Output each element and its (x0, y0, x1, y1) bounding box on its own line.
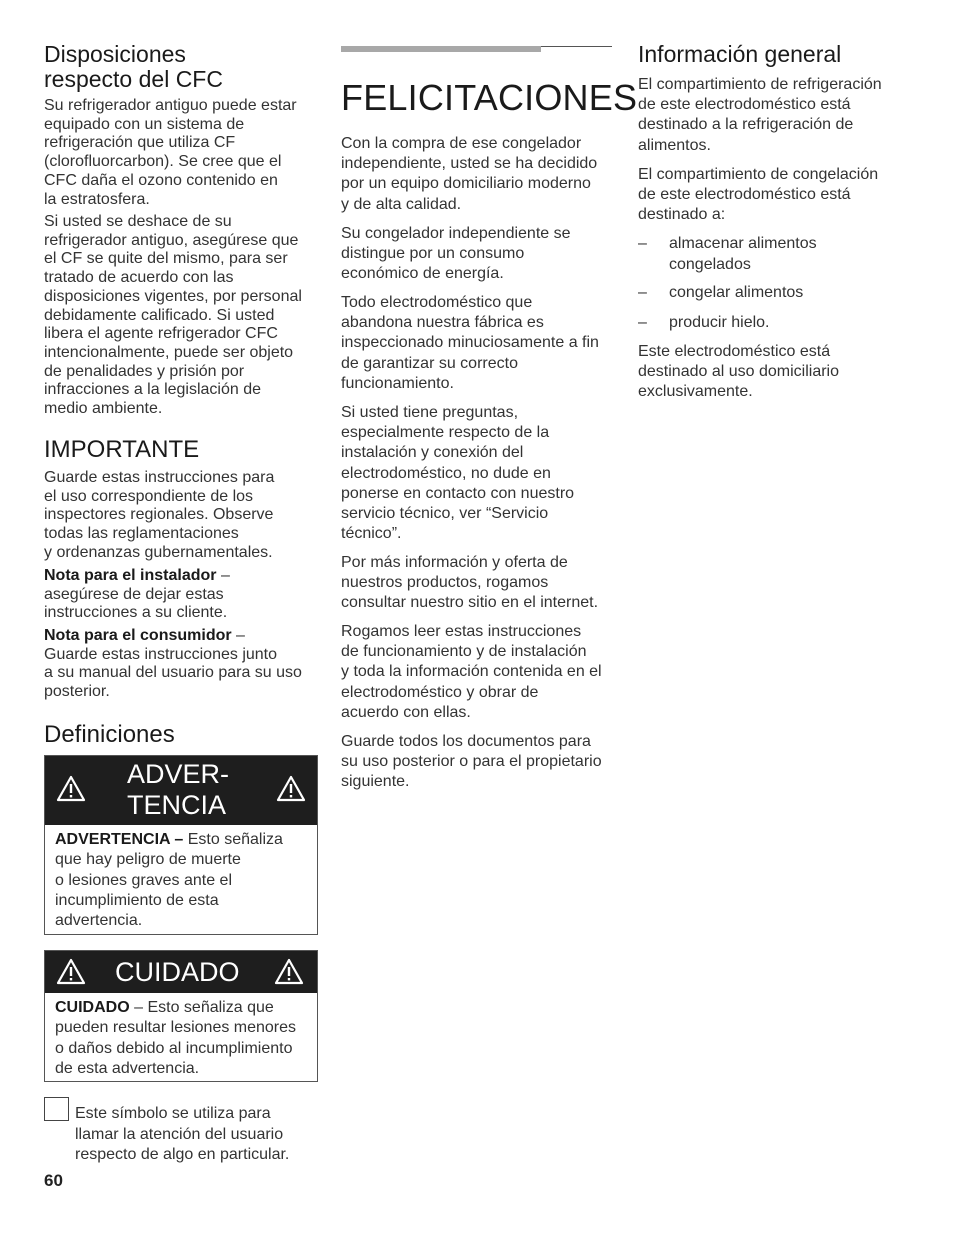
text-line: técnico”. (341, 525, 402, 543)
text-line: o daños debido al incumplimiento (55, 1039, 293, 1057)
text-line: instalación y conexión del (341, 444, 524, 462)
text-line: siguiente. (341, 773, 410, 791)
text-line: consultar nuestro sitio en el internet. (341, 594, 599, 612)
intro-paragraph-1 (341, 134, 621, 215)
info-paragraph-3 (638, 342, 908, 403)
nota-instalador-label: Nota para el instalador (44, 567, 217, 584)
info-heading: Información general (638, 41, 842, 67)
text-line: Si usted se deshace de su (44, 213, 232, 230)
dash-bullet: – (638, 313, 647, 331)
text-line: refrigerador antiguo, asegúrese que (44, 231, 299, 249)
list-item-text: congelar alimentos (669, 283, 804, 301)
advertencia-label: ADVERTENCIA – (55, 831, 184, 848)
text-line: abandona nuestra fábrica es (341, 314, 544, 332)
text-line: destinado a: (638, 206, 726, 224)
text-line: (clorofluorcarbon). Se cree que el (44, 153, 282, 171)
advertencia-header (45, 756, 317, 825)
warning-triangle-icon (274, 957, 304, 985)
text-line: infracciones a la legislación de (44, 381, 262, 399)
text-line: llamar la atención del usuario (75, 1125, 284, 1143)
text-line: nuestros productos, rogamos (341, 574, 549, 592)
text-line: Su congelador independiente se (341, 225, 571, 242)
nota-instalador (44, 567, 324, 623)
list-item-text: producir hielo. (669, 313, 770, 331)
text-line: o lesiones graves ante el (55, 871, 232, 889)
importante-heading: IMPORTANTE (44, 436, 200, 463)
text-line: tratado de acuerdo con las (44, 269, 234, 287)
text-line: electrodoméstico, no dude en (341, 464, 551, 482)
text-line: de este electrodoméstico está (638, 186, 851, 204)
text-line: su uso posterior o para el propietario (341, 753, 602, 771)
list-item (638, 234, 908, 276)
text-line: inspectores regionales. Observe (44, 506, 274, 524)
text-line: funcionamiento. (341, 374, 454, 392)
text-line: Esto señaliza (183, 831, 283, 848)
intro-paragraph-4 (341, 403, 621, 544)
text-line: de garantizar su correcto (341, 354, 518, 372)
text-line: independiente, usted se ha decidido (341, 155, 598, 173)
text-line: congelados (669, 255, 751, 273)
intro-paragraph-3 (341, 293, 621, 394)
text-line: alimentos. (638, 136, 711, 154)
intro-paragraph-2 (341, 224, 621, 285)
text-line: de esta advertencia. (55, 1059, 200, 1077)
text-line: equipado con un sistema de (44, 115, 245, 133)
list-item (638, 283, 908, 304)
symbol-box-icon (44, 1097, 69, 1121)
text-line: Guarde estas instrucciones para (44, 469, 275, 486)
text-line: Rogamos leer estas instrucciones (341, 623, 582, 640)
importante-paragraph (44, 469, 324, 563)
text-line: Guarde todos los documentos para (341, 733, 591, 750)
text-line: que hay peligro de muerte (55, 851, 241, 869)
text-line: de funcionamiento y de instalación (341, 643, 587, 661)
text-line: El compartimiento de refrigeración (638, 76, 882, 93)
text-line: servicio técnico, ver “Servicio (341, 505, 549, 523)
text-line: económico de energía. (341, 265, 504, 283)
text-line: todas las reglamentaciones (44, 525, 239, 543)
cfc-paragraph-2 (44, 213, 324, 419)
text-line: posterior. (44, 683, 110, 701)
text-line: Con la compra de ese congelador (341, 135, 582, 152)
text-line: el uso correspondiente de los (44, 487, 254, 505)
list-item (638, 313, 908, 334)
cuidado-title: CUIDADO (115, 957, 240, 987)
warning-triangle-icon (276, 774, 306, 802)
text-line: especialmente respecto de la (341, 424, 550, 442)
dash-bullet: – (638, 283, 647, 301)
text-line: electrodoméstico y obrar de (341, 683, 539, 701)
text-line: disposiciones vigentes, por personal (44, 287, 302, 305)
text-line: Todo electrodoméstico que (341, 294, 533, 311)
text-line: la estratosfera. (44, 190, 150, 208)
top-rule-accent (341, 46, 541, 52)
text-line: debidamente calificado. Si usted (44, 306, 275, 324)
text-line: de este electrodoméstico está (638, 96, 851, 114)
text-line: refrigeración que utiliza CF (44, 134, 236, 152)
cfc-heading-line1: Disposiciones (44, 41, 186, 67)
cfc-paragraph-1 (44, 97, 324, 209)
text-line: distingue por un consumo (341, 245, 525, 263)
intro-paragraph-5 (341, 553, 621, 614)
text-line: acuerdo con ellas. (341, 703, 471, 721)
cuidado-header (45, 951, 317, 993)
text-line: – Esto señaliza que (129, 999, 274, 1016)
definiciones-heading: Definiciones (44, 721, 175, 748)
text-line: destinado a la refrigeración de (638, 116, 854, 134)
list-item-text (669, 234, 817, 276)
text-line: y ordenanzas gubernamentales. (44, 543, 273, 561)
text-line: y toda la información contenida en el (341, 663, 602, 681)
text-line: – (216, 567, 230, 584)
text-line: CFC daña el ozono contenido en (44, 171, 278, 189)
info-paragraph-1 (638, 75, 908, 156)
warning-triangle-icon (56, 957, 86, 985)
text-line: a su manual del usuario para su uso (44, 664, 302, 682)
advertencia-title (127, 759, 229, 821)
symbol-note (75, 1104, 325, 1166)
text-line: el CF se quite del mismo, para ser (44, 250, 288, 268)
text-line: advertencia. (55, 912, 143, 930)
text-line: Este símbolo se utiliza para (75, 1105, 271, 1122)
text-line: destinado al uso domiciliario (638, 363, 839, 381)
text-line: Por más información y oferta de (341, 554, 568, 571)
cuidado-body (45, 993, 317, 1083)
cuidado-label: CUIDADO (55, 999, 130, 1016)
text-line: de penalidades y prisión por (44, 362, 245, 380)
text-line: El compartimiento de congelación (638, 166, 879, 183)
text-line: asegúrese de dejar estas (44, 585, 224, 603)
info-paragraph-2 (638, 165, 908, 226)
nota-consumidor-label: Nota para el consumidor (44, 627, 232, 644)
text-line: Este electrodoméstico está (638, 343, 831, 360)
text-line: incumplimiento de esta (55, 891, 219, 909)
intro-paragraph-7 (341, 732, 621, 793)
info-list (638, 234, 908, 334)
warning-triangle-icon (56, 774, 86, 802)
text-line: libera el agente refrigerador CFC (44, 325, 278, 343)
text-line: instrucciones a su cliente. (44, 604, 228, 622)
text-line: Su refrigerador antiguo puede estar (44, 97, 297, 114)
text-line: por un equipo domiciliario moderno (341, 175, 591, 193)
advertencia-box (44, 755, 318, 935)
text-line: Si usted tiene preguntas, (341, 404, 519, 421)
page-title: FELICITACIONES (341, 77, 638, 118)
text-line: Guarde estas instrucciones junto (44, 645, 278, 663)
nota-consumidor (44, 627, 324, 702)
text-line: pueden resultar lesiones menores (55, 1019, 297, 1037)
cfc-heading (44, 42, 223, 92)
intro-paragraph-6 (341, 622, 621, 723)
page-number: 60 (44, 1171, 63, 1190)
text-line: y de alta calidad. (341, 195, 462, 213)
dash-bullet: – (638, 235, 647, 252)
text-line: – (231, 627, 245, 644)
title-line: TENCIA (127, 790, 227, 820)
cuidado-box (44, 950, 318, 1082)
text-line: almacenar alimentos (669, 235, 817, 252)
text-line: intencionalmente, puede ser objeto (44, 343, 294, 361)
text-line: exclusivamente. (638, 383, 753, 401)
cfc-heading-line2: respecto del CFC (44, 66, 223, 92)
text-line: medio ambiente. (44, 400, 163, 418)
advertencia-body (45, 825, 317, 935)
text-line: respecto de algo en particular. (75, 1146, 290, 1163)
text-line: ponerse en contacto con nuestro (341, 484, 575, 502)
title-line: ADVER- (127, 759, 230, 789)
text-line: inspeccionado minuciosamente a fin (341, 334, 599, 352)
